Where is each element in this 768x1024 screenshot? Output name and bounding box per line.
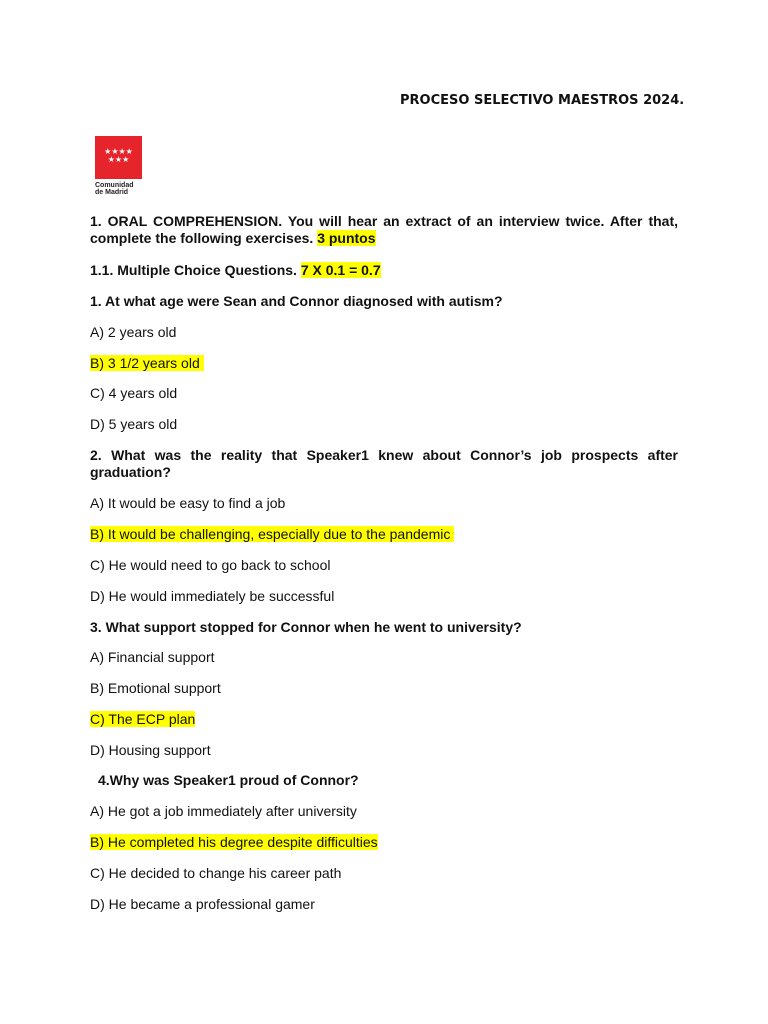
option-q1-d: D) 5 years old <box>90 416 178 432</box>
option-q3-c <box>90 711 195 728</box>
logo-red-box <box>95 136 142 179</box>
option-q1-b <box>90 355 204 372</box>
comunidad-de-madrid-logo <box>95 136 143 196</box>
option-q3-d: D) Housing support <box>90 742 211 758</box>
logo-stars-icon: ★★★★ ★★★ <box>104 147 133 164</box>
subsection-title-text: 1.1. Multiple Choice Questions. <box>90 262 297 278</box>
option-q3-c-highlight: C) The ECP plan <box>90 711 196 727</box>
option-q4-a: A) He got a job immediately after university <box>90 803 357 819</box>
logo-text <box>95 182 143 196</box>
question-2: 2. What was the reality that Speaker1 knew about Connor’s job prospects after graduation? <box>90 447 678 480</box>
option-q4-b-highlight: B) He completed his degree despite difficulties <box>90 834 378 850</box>
question-1: 1. At what age were Sean and Connor diagnosed with autism? <box>90 293 503 309</box>
option-q2-d: D) He would immediately be successful <box>90 588 335 604</box>
section-intro-points: 3 puntos <box>317 230 376 246</box>
option-q2-b-highlight: B) It would be challenging, especially due to the pandemic <box>90 526 451 542</box>
option-q4-b <box>90 834 378 851</box>
option-q3-a: A) Financial support <box>90 649 215 665</box>
question-3: 3. What support stopped for Connor when he went to university? <box>90 619 522 635</box>
subsection-points: 7 X 0.1 = 0.7 <box>300 262 381 278</box>
option-q4-d: D) He became a professional gamer <box>90 896 315 912</box>
option-q4-c: C) He decided to change his career path <box>90 865 342 881</box>
subsection-title <box>90 262 381 279</box>
option-q2-c: C) He would need to go back to school <box>90 557 331 573</box>
option-q3-b: B) Emotional support <box>90 680 221 696</box>
logo-text-line1: Comunidad <box>95 182 134 189</box>
option-q1-b-highlight: B) 3 1/2 years old <box>90 355 200 371</box>
logo-text-line2: de Madrid <box>95 189 129 196</box>
section-intro-text: 1. ORAL COMPREHENSION. You will hear an extract of an interview twice. After that, complete the following exercises. <box>90 213 678 246</box>
document-title: PROCESO SELECTIVO MAESTROS 2024. <box>400 93 685 108</box>
question-4: 4.Why was Speaker1 proud of Connor? <box>98 772 359 788</box>
option-q2-a: A) It would be easy to find a job <box>90 495 286 511</box>
option-q1-c: C) 4 years old <box>90 385 178 401</box>
section-intro <box>90 213 678 247</box>
option-q2-b <box>90 526 454 543</box>
option-q1-a: A) 2 years old <box>90 324 177 340</box>
